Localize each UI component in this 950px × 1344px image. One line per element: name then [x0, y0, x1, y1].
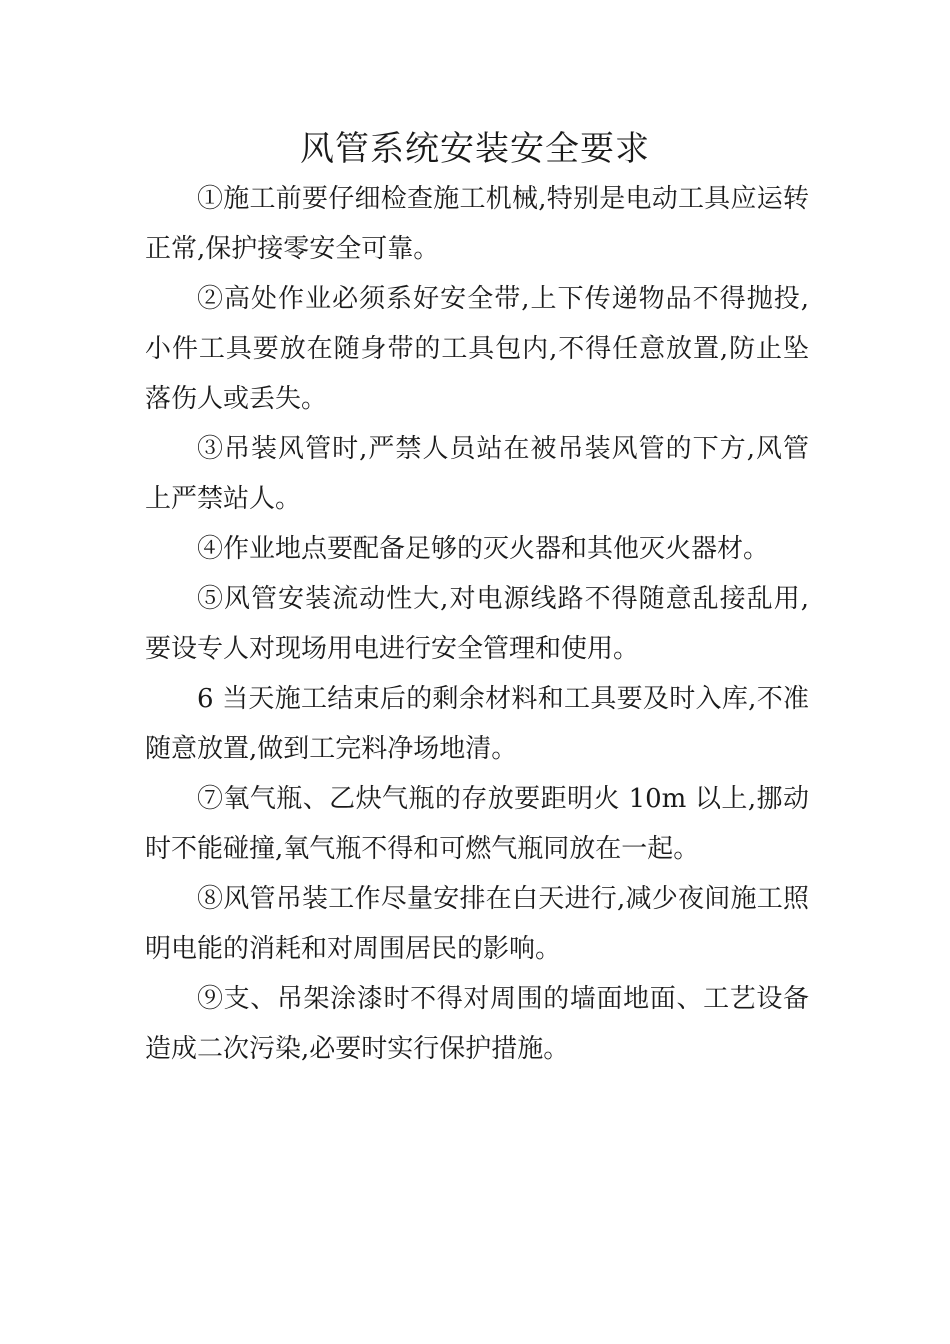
- document-title: 风管系统安装安全要求: [300, 129, 650, 169]
- paragraph-6: 6 当天施工结束后的剩余材料和工具要及时入库,不准随意放置,做到工完料净场地清。: [145, 684, 809, 764]
- paragraph-9: ⑨支、吊架涂漆时不得对周围的墙面地面、工艺设备造成二次污染,必要时实行保护措施。: [145, 984, 809, 1064]
- paragraph-2: ②高处作业必须系好安全带,上下传递物品不得抛投,小件工具要放在随身带的工具包内,不得任意放置,防止坠落伤人或丢失。: [145, 284, 809, 414]
- paragraph-1: ①施工前要仔细检查施工机械,特别是电动工具应运转正常,保护接零安全可靠。: [145, 184, 809, 264]
- paragraph-4: ④作业地点要配备足够的灭火器和其他灭火器材。: [197, 534, 770, 564]
- paragraph-3: ③吊装风管时,严禁人员站在被吊装风管的下方,风管上严禁站人。: [145, 434, 809, 514]
- paragraph-8: ⑧风管吊装工作尽量安排在白天进行,减少夜间施工照明电能的消耗和对周围居民的影响。: [145, 884, 809, 964]
- document-body: [145, 174, 809, 1074]
- paragraph-5: ⑤风管安装流动性大,对电源线路不得随意乱接乱用,要设专人对现场用电进行安全管理和使用。: [145, 584, 809, 664]
- paragraph-7: ⑦氧气瓶、乙炔气瓶的存放要距明火 10m 以上,挪动时不能碰撞,氧气瓶不得和可燃气瓶同放在一起。: [145, 784, 809, 864]
